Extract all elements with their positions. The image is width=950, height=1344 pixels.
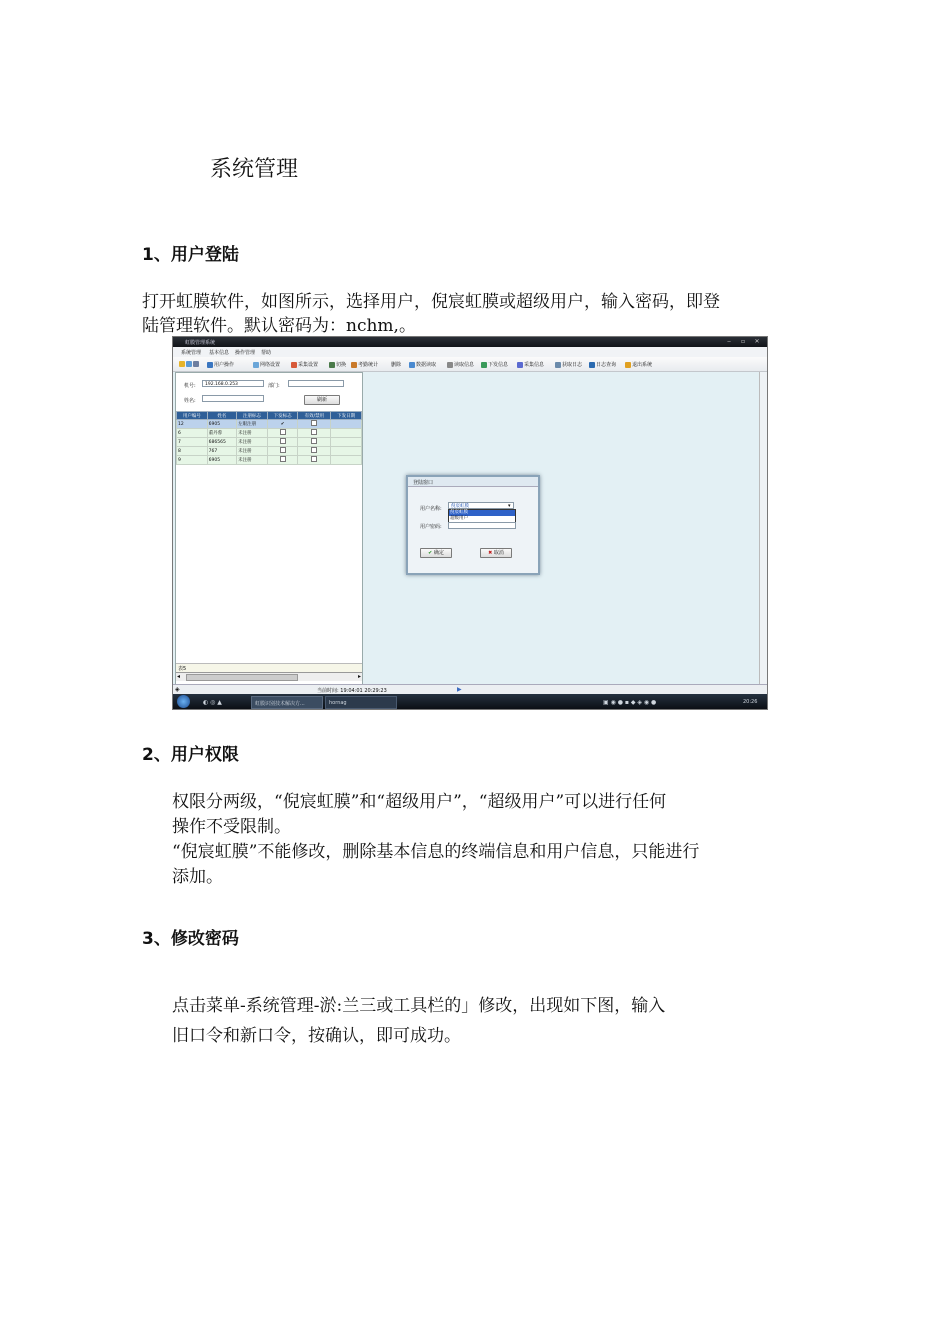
menu-item-help[interactable]: 帮助 <box>261 350 272 356</box>
table-cell <box>331 447 362 456</box>
paragraph-login-2: 陆管理软件。默认密码为：nchm,。 <box>142 316 416 336</box>
paragraph-permissions-1: 权限分两级，“倪宸虹膜”和“超级用户”，“超级用户”可以进行任何 <box>172 792 667 812</box>
ip-select[interactable]: 192.168.0.253 <box>202 380 264 387</box>
upload-icon <box>481 362 487 368</box>
log-icon <box>555 362 561 368</box>
table-row[interactable] <box>177 429 362 438</box>
status-time: 当前时间: 19:04:01 20:29:23 <box>317 688 387 694</box>
table-cell <box>331 456 362 465</box>
paragraph-permissions-4: 添加。 <box>172 867 223 887</box>
col-header[interactable]: 姓名 <box>207 412 236 420</box>
ok-label: 确定 <box>433 550 444 556</box>
toolbar-network[interactable]: 网络设置 <box>253 361 280 368</box>
footer-label: 表5 <box>178 666 187 672</box>
table-cell: 7 <box>177 438 208 447</box>
menu-bar <box>173 347 767 357</box>
paragraph-permissions-3: “倪宸虹膜”不能修改，删除基本信息的终端信息和用户信息，只能进行 <box>172 842 700 862</box>
col-header[interactable]: 下发日期 <box>331 412 362 420</box>
name-select[interactable] <box>202 395 264 402</box>
section-heading-login: 1、用户登陆 <box>142 245 239 265</box>
table-cell: 董丹蓉 <box>207 429 236 438</box>
toolbar <box>173 357 767 372</box>
table-cell: 未注册 <box>237 438 268 447</box>
table-cell <box>331 438 362 447</box>
paragraph-change-password-2: 旧口令和新口令，按确认，即可成功。 <box>172 1026 461 1046</box>
taskbar <box>173 694 767 709</box>
tray-icons[interactable]: ▣ ◉ ● ▪ ◆ ◈ ◉ ● <box>603 699 657 706</box>
close-icon[interactable]: ✕ <box>754 338 760 345</box>
table-cell: 12 <box>177 420 208 429</box>
table-cell: 未注册 <box>237 429 268 438</box>
maximize-icon[interactable]: ▫ <box>740 338 746 345</box>
toolbar-collect[interactable]: 采集信息 <box>517 361 544 368</box>
home-icon[interactable] <box>186 361 192 367</box>
col-header[interactable]: 用户编号 <box>177 412 208 420</box>
paragraph-change-password-1: 点击菜单-系统管理-淤:兰三或工具栏的」修改，出现如下图，输入 <box>172 996 666 1016</box>
section-heading-change-password: 3、修改密码 <box>142 929 239 949</box>
minus-icon <box>447 362 453 368</box>
dropdown-option[interactable]: 倪宸虹膜 <box>449 510 515 516</box>
table-cell: 未注册 <box>237 447 268 456</box>
search-icon <box>589 362 595 368</box>
toolbar-log[interactable]: 获取日志 <box>555 361 582 368</box>
table-cell: 6905 <box>207 456 236 465</box>
table-cell: 9 <box>177 456 208 465</box>
dropdown-option[interactable]: 超级用户 <box>450 516 468 521</box>
scroll-left-icon[interactable]: ◂ <box>177 673 181 680</box>
table-cell <box>331 429 362 438</box>
cancel-label: 取消 <box>493 550 504 556</box>
taskbar-item[interactable] <box>251 696 323 709</box>
list-footer <box>176 663 362 672</box>
sent-checkbox[interactable] <box>267 456 298 465</box>
user-icon <box>207 362 213 368</box>
table-row[interactable] <box>177 438 362 447</box>
software-screenshot <box>172 336 768 710</box>
minimize-icon[interactable]: ‒ <box>727 338 731 345</box>
toolbar-log-query[interactable]: 日志查询 <box>589 361 616 368</box>
collect-icon <box>517 362 523 368</box>
table-row[interactable] <box>177 420 362 429</box>
table-cell: 6905 <box>207 420 236 429</box>
taskbar-item-label: hornag <box>329 700 347 706</box>
tray-clock: 20:26 <box>743 699 758 705</box>
ip-label: 机号: <box>184 383 196 389</box>
user-dropdown-list <box>448 509 516 523</box>
sent-checkbox[interactable] <box>267 438 298 447</box>
ok-button[interactable] <box>420 548 452 558</box>
paragraph-login-1: 打开虹膜软件，如图所示，选择用户，倪宸虹膜或超级用户，输入密码，即登 <box>142 292 720 312</box>
toolbar-read-info[interactable]: 读取信息 <box>447 361 474 368</box>
paragraph-permissions-2: 操作不受限制。 <box>172 817 291 837</box>
section-heading-permissions: 2、用户权限 <box>142 745 239 765</box>
check-icon: ✔ <box>428 550 433 556</box>
lock-icon[interactable] <box>179 361 185 367</box>
user-name-select[interactable]: 倪宸虹膜 <box>448 502 514 509</box>
toolbar-read[interactable]: 数据读取 <box>409 361 436 368</box>
table-cell: 8 <box>177 447 208 456</box>
table-cell: 6 <box>177 429 208 438</box>
dept-select[interactable] <box>288 380 344 387</box>
dept-label: 部门: <box>268 383 280 389</box>
network-icon <box>253 362 259 368</box>
login-dialog <box>406 475 540 575</box>
table-cell: 左眼注册 <box>237 420 268 429</box>
toolbar-attendance[interactable]: 考勤统计 <box>351 361 378 368</box>
toolbar-send[interactable]: 下发信息 <box>481 361 508 368</box>
user-table <box>176 411 362 465</box>
vertical-scrollbar[interactable] <box>759 372 767 684</box>
toolbar-switch[interactable]: 切换 <box>329 361 346 368</box>
col-header[interactable]: 有效/禁用 <box>298 412 331 420</box>
start-button-icon[interactable] <box>177 695 190 708</box>
status-icon: ◈ <box>175 686 180 693</box>
quick-launch-icons[interactable]: ◐ ◎ ▲ <box>203 699 222 706</box>
menu-item-operation[interactable]: 操作管理 <box>235 350 256 356</box>
status-arrow-icon: ▶ <box>457 686 462 693</box>
exit-icon <box>625 362 631 368</box>
window-title: 虹膜管理系统 <box>185 340 216 346</box>
window-titlebar <box>173 337 767 347</box>
config-icon[interactable] <box>193 361 199 367</box>
valid-checkbox[interactable] <box>298 447 331 456</box>
camera-icon <box>291 362 297 368</box>
horizontal-scrollbar[interactable] <box>176 672 362 681</box>
sent-checkbox[interactable] <box>267 447 298 456</box>
menu-item-basic[interactable]: 基本信息 <box>209 350 230 356</box>
table-cell: 686565 <box>207 438 236 447</box>
password-input[interactable] <box>448 522 516 529</box>
refresh-button[interactable]: 刷新 <box>304 395 340 405</box>
col-header[interactable]: 下发标志 <box>267 412 298 420</box>
valid-checkbox[interactable] <box>298 420 331 429</box>
dialog-title: 登陆窗口 <box>413 480 434 486</box>
table-cell <box>331 420 362 429</box>
menu-item-system[interactable]: 系统管理 <box>181 350 202 356</box>
scroll-right-icon[interactable]: ▸ <box>357 673 361 680</box>
toolbar-delete[interactable]: 删除 <box>391 362 402 368</box>
user-list-panel <box>175 372 363 686</box>
valid-checkbox[interactable] <box>298 456 331 465</box>
toolbar-user[interactable]: 用户操作 <box>207 361 234 368</box>
chevron-down-icon[interactable]: ▾ <box>508 503 511 509</box>
chart-icon <box>351 362 357 368</box>
col-header[interactable]: 注册标志 <box>237 412 268 420</box>
user-name-label: 用户名称: <box>420 506 442 512</box>
table-cell: 未注册 <box>237 456 268 465</box>
table-cell: 767 <box>207 447 236 456</box>
switch-icon <box>329 362 335 368</box>
toolbar-capture[interactable]: 采集设置 <box>291 361 318 368</box>
valid-checkbox[interactable] <box>298 438 331 447</box>
toolbar-exit[interactable]: 退出系统 <box>625 361 652 368</box>
scrollbar-thumb[interactable] <box>186 674 298 681</box>
valid-checkbox[interactable] <box>298 429 331 438</box>
close-icon: ✖ <box>488 550 493 556</box>
page-title: 系统管理 <box>210 157 299 182</box>
dialog-titlebar <box>408 477 538 487</box>
table-row[interactable] <box>177 456 362 465</box>
password-label: 用户密码: <box>420 524 442 530</box>
taskbar-item[interactable] <box>325 696 397 709</box>
table-row[interactable] <box>177 447 362 456</box>
sent-checkbox[interactable] <box>267 429 298 438</box>
taskbar-item-label: 虹膜识别技术解决方... <box>255 701 305 707</box>
cancel-button[interactable] <box>480 548 512 558</box>
download-icon <box>409 362 415 368</box>
sent-checkbox[interactable]: ✔ <box>267 420 298 429</box>
name-label: 姓名: <box>184 398 196 404</box>
